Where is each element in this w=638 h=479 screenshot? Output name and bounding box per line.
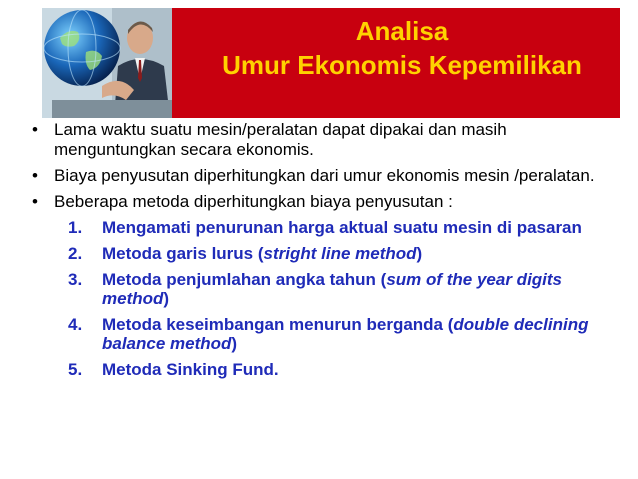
method-item — [32, 244, 622, 263]
method-text-italic: stright line method — [263, 244, 417, 263]
method-text-italic: double declining balance method — [102, 315, 589, 353]
slide-content — [32, 120, 622, 386]
methods-list — [32, 218, 622, 379]
method-item — [32, 315, 622, 353]
method-text-end: ) — [163, 289, 170, 308]
bullet-dot-icon: • — [32, 192, 38, 211]
method-text: Metoda penjumlahan angka tahun ( — [102, 270, 387, 289]
method-text: Metoda garis lurus ( — [102, 244, 264, 263]
method-text: Mengamati penurunan harga aktual suatu mesin di pasaran — [102, 218, 582, 237]
method-number: 3. — [68, 270, 83, 289]
method-text-end: ) — [416, 244, 423, 263]
bullet-dot-icon: • — [32, 120, 38, 139]
bullet-item — [32, 166, 622, 186]
header-photo — [42, 8, 172, 118]
bullet-text: Biaya penyusutan diperhitungkan dari umur ekonomis mesin /peralatan. — [54, 166, 595, 185]
title-line-1: Analisa — [355, 16, 449, 46]
method-text-italic: sum of the year digits method — [102, 270, 563, 308]
method-text-end: ) — [231, 334, 238, 353]
method-item — [32, 360, 622, 379]
method-number: 5. — [68, 360, 83, 379]
title-bar — [42, 8, 620, 118]
bullet-text: Beberapa metoda diperhitungkan biaya penyusutan : — [54, 192, 453, 211]
method-number: 2. — [68, 244, 83, 263]
slide-title — [192, 14, 612, 82]
method-text: Metoda keseimbangan menurun berganda ( — [102, 315, 454, 334]
title-line-2: Umur Ekonomis Kepemilikan — [222, 50, 582, 80]
method-number: 1. — [68, 218, 83, 237]
bullet-text: Lama waktu suatu mesin/peralatan dapat dipakai dan masih menguntungkan secara ekonomis. — [54, 120, 507, 159]
bullet-item — [32, 192, 622, 212]
bullet-dot-icon: • — [32, 166, 38, 185]
method-item — [32, 218, 622, 237]
bullet-item — [32, 120, 622, 160]
method-item — [32, 270, 622, 308]
globe-icon — [42, 8, 122, 88]
method-number: 4. — [68, 315, 83, 334]
method-text: Metoda Sinking Fund. — [102, 360, 279, 379]
